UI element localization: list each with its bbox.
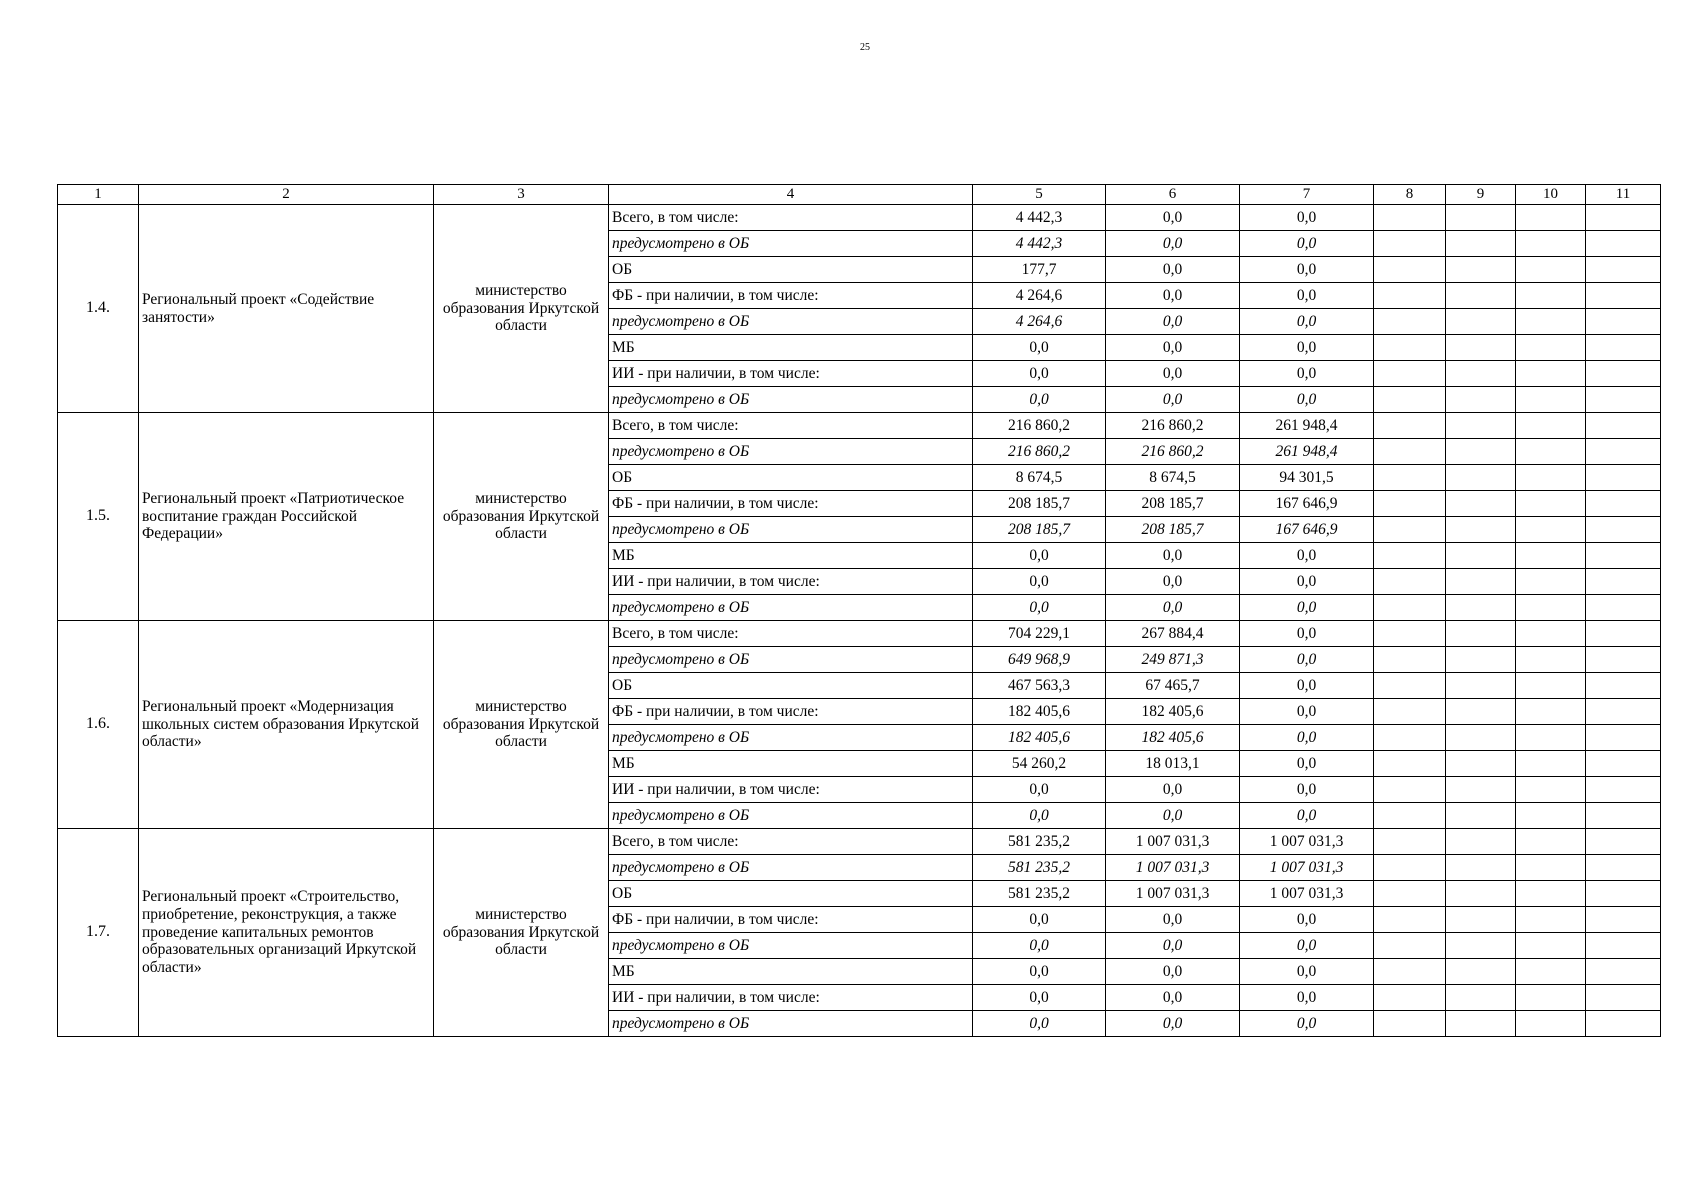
empty-cell-10 [1516, 491, 1586, 517]
value-cell-5: 8 674,5 [973, 465, 1106, 491]
empty-cell-8 [1374, 881, 1446, 907]
value-cell-6: 182 405,6 [1106, 699, 1240, 725]
value-cell-5: 216 860,2 [973, 439, 1106, 465]
empty-cell-8 [1374, 959, 1446, 985]
column-header: 7 [1240, 185, 1374, 205]
value-cell-6: 0,0 [1106, 543, 1240, 569]
page-number: 25 [860, 42, 870, 53]
empty-cell-9 [1446, 465, 1516, 491]
empty-cell-9 [1446, 647, 1516, 673]
column-header: 8 [1374, 185, 1446, 205]
empty-cell-9 [1446, 595, 1516, 621]
empty-cell-8 [1374, 205, 1446, 231]
funding-source-label: ФБ - при наличии, в том числе: [609, 283, 973, 309]
empty-cell-8 [1374, 751, 1446, 777]
empty-cell-9 [1446, 725, 1516, 751]
empty-cell-10 [1516, 725, 1586, 751]
empty-cell-11 [1586, 413, 1661, 439]
empty-cell-11 [1586, 309, 1661, 335]
empty-cell-9 [1446, 985, 1516, 1011]
value-cell-5: 0,0 [973, 777, 1106, 803]
empty-cell-10 [1516, 361, 1586, 387]
empty-cell-9 [1446, 907, 1516, 933]
empty-cell-11 [1586, 829, 1661, 855]
table-row [58, 413, 1661, 439]
value-cell-6: 216 860,2 [1106, 413, 1240, 439]
empty-cell-8 [1374, 231, 1446, 257]
funding-source-label: Всего, в том числе: [609, 413, 973, 439]
value-cell-7: 0,0 [1240, 751, 1374, 777]
empty-cell-11 [1586, 621, 1661, 647]
section-number: 1.7. [58, 829, 139, 1037]
empty-cell-11 [1586, 881, 1661, 907]
value-cell-6: 0,0 [1106, 205, 1240, 231]
funding-source-label: предусмотрено в ОБ [609, 439, 973, 465]
empty-cell-9 [1446, 543, 1516, 569]
value-cell-6: 0,0 [1106, 803, 1240, 829]
empty-cell-11 [1586, 543, 1661, 569]
executor: министерство образования Иркутской области [434, 413, 609, 621]
project-name: Региональный проект «Содействие занятости» [139, 205, 434, 413]
empty-cell-8 [1374, 569, 1446, 595]
empty-cell-11 [1586, 959, 1661, 985]
value-cell-7: 0,0 [1240, 621, 1374, 647]
empty-cell-10 [1516, 933, 1586, 959]
empty-cell-8 [1374, 855, 1446, 881]
empty-cell-9 [1446, 959, 1516, 985]
table-body [58, 205, 1661, 1037]
empty-cell-8 [1374, 803, 1446, 829]
column-numbers-row [58, 185, 1661, 205]
funding-source-label: ФБ - при наличии, в том числе: [609, 491, 973, 517]
value-cell-6: 0,0 [1106, 309, 1240, 335]
value-cell-5: 216 860,2 [973, 413, 1106, 439]
empty-cell-11 [1586, 933, 1661, 959]
empty-cell-11 [1586, 855, 1661, 881]
empty-cell-9 [1446, 803, 1516, 829]
value-cell-5: 54 260,2 [973, 751, 1106, 777]
empty-cell-11 [1586, 283, 1661, 309]
value-cell-5: 0,0 [973, 803, 1106, 829]
funding-source-label: ИИ - при наличии, в том числе: [609, 361, 973, 387]
value-cell-5: 0,0 [973, 959, 1106, 985]
value-cell-5: 0,0 [973, 569, 1106, 595]
empty-cell-9 [1446, 387, 1516, 413]
value-cell-5: 704 229,1 [973, 621, 1106, 647]
value-cell-6: 1 007 031,3 [1106, 881, 1240, 907]
empty-cell-9 [1446, 439, 1516, 465]
value-cell-6: 0,0 [1106, 569, 1240, 595]
empty-cell-8 [1374, 543, 1446, 569]
empty-cell-9 [1446, 283, 1516, 309]
empty-cell-8 [1374, 517, 1446, 543]
funding-source-label: предусмотрено в ОБ [609, 725, 973, 751]
value-cell-5: 4 264,6 [973, 283, 1106, 309]
empty-cell-10 [1516, 959, 1586, 985]
value-cell-7: 0,0 [1240, 205, 1374, 231]
value-cell-7: 1 007 031,3 [1240, 881, 1374, 907]
empty-cell-11 [1586, 647, 1661, 673]
funding-source-label: Всего, в том числе: [609, 205, 973, 231]
empty-cell-10 [1516, 569, 1586, 595]
funding-source-label: ОБ [609, 881, 973, 907]
empty-cell-9 [1446, 621, 1516, 647]
empty-cell-8 [1374, 491, 1446, 517]
value-cell-7: 0,0 [1240, 595, 1374, 621]
empty-cell-8 [1374, 1011, 1446, 1037]
value-cell-7: 0,0 [1240, 673, 1374, 699]
empty-cell-11 [1586, 907, 1661, 933]
empty-cell-8 [1374, 699, 1446, 725]
empty-cell-8 [1374, 465, 1446, 491]
value-cell-6: 0,0 [1106, 257, 1240, 283]
value-cell-6: 1 007 031,3 [1106, 829, 1240, 855]
empty-cell-8 [1374, 309, 1446, 335]
empty-cell-9 [1446, 257, 1516, 283]
empty-cell-9 [1446, 855, 1516, 881]
value-cell-5: 4 264,6 [973, 309, 1106, 335]
empty-cell-10 [1516, 1011, 1586, 1037]
empty-cell-10 [1516, 751, 1586, 777]
project-name: Региональный проект «Модернизация школьных систем образования Иркутской области» [139, 621, 434, 829]
value-cell-5: 0,0 [973, 595, 1106, 621]
value-cell-7: 0,0 [1240, 361, 1374, 387]
funding-source-label: ОБ [609, 673, 973, 699]
value-cell-5: 0,0 [973, 361, 1106, 387]
value-cell-5: 182 405,6 [973, 725, 1106, 751]
empty-cell-11 [1586, 387, 1661, 413]
value-cell-5: 467 563,3 [973, 673, 1106, 699]
value-cell-6: 8 674,5 [1106, 465, 1240, 491]
value-cell-6: 67 465,7 [1106, 673, 1240, 699]
funding-source-label: Всего, в том числе: [609, 621, 973, 647]
funding-source-label: ОБ [609, 257, 973, 283]
value-cell-6: 0,0 [1106, 335, 1240, 361]
value-cell-7: 0,0 [1240, 803, 1374, 829]
value-cell-6: 18 013,1 [1106, 751, 1240, 777]
empty-cell-9 [1446, 673, 1516, 699]
empty-cell-10 [1516, 543, 1586, 569]
funding-source-label: ИИ - при наличии, в том числе: [609, 777, 973, 803]
empty-cell-10 [1516, 413, 1586, 439]
value-cell-6: 249 871,3 [1106, 647, 1240, 673]
value-cell-5: 581 235,2 [973, 881, 1106, 907]
value-cell-7: 0,0 [1240, 257, 1374, 283]
funding-source-label: предусмотрено в ОБ [609, 855, 973, 881]
value-cell-7: 94 301,5 [1240, 465, 1374, 491]
funding-source-label: предусмотрено в ОБ [609, 647, 973, 673]
value-cell-6: 208 185,7 [1106, 517, 1240, 543]
column-header: 4 [609, 185, 973, 205]
empty-cell-10 [1516, 803, 1586, 829]
empty-cell-11 [1586, 777, 1661, 803]
empty-cell-8 [1374, 439, 1446, 465]
funding-source-label: МБ [609, 751, 973, 777]
value-cell-6: 182 405,6 [1106, 725, 1240, 751]
funding-source-label: ИИ - при наличии, в том числе: [609, 569, 973, 595]
empty-cell-10 [1516, 647, 1586, 673]
empty-cell-10 [1516, 985, 1586, 1011]
value-cell-5: 0,0 [973, 335, 1106, 361]
value-cell-5: 177,7 [973, 257, 1106, 283]
value-cell-5: 0,0 [973, 933, 1106, 959]
executor: министерство образования Иркутской области [434, 621, 609, 829]
funding-source-label: МБ [609, 335, 973, 361]
value-cell-5: 208 185,7 [973, 491, 1106, 517]
value-cell-5: 0,0 [973, 907, 1106, 933]
empty-cell-10 [1516, 855, 1586, 881]
empty-cell-11 [1586, 985, 1661, 1011]
empty-cell-10 [1516, 777, 1586, 803]
empty-cell-9 [1446, 699, 1516, 725]
value-cell-5: 0,0 [973, 1011, 1106, 1037]
value-cell-6: 216 860,2 [1106, 439, 1240, 465]
column-header: 5 [973, 185, 1106, 205]
column-header: 3 [434, 185, 609, 205]
empty-cell-10 [1516, 907, 1586, 933]
table-header [58, 185, 1661, 205]
empty-cell-11 [1586, 361, 1661, 387]
empty-cell-8 [1374, 387, 1446, 413]
section-number: 1.4. [58, 205, 139, 413]
value-cell-7: 0,0 [1240, 387, 1374, 413]
empty-cell-8 [1374, 777, 1446, 803]
empty-cell-10 [1516, 465, 1586, 491]
empty-cell-10 [1516, 387, 1586, 413]
empty-cell-9 [1446, 751, 1516, 777]
empty-cell-8 [1374, 725, 1446, 751]
value-cell-6: 267 884,4 [1106, 621, 1240, 647]
value-cell-7: 0,0 [1240, 725, 1374, 751]
empty-cell-9 [1446, 777, 1516, 803]
value-cell-7: 261 948,4 [1240, 413, 1374, 439]
column-header: 2 [139, 185, 434, 205]
column-header: 10 [1516, 185, 1586, 205]
empty-cell-10 [1516, 621, 1586, 647]
empty-cell-11 [1586, 465, 1661, 491]
empty-cell-9 [1446, 569, 1516, 595]
funding-source-label: МБ [609, 959, 973, 985]
empty-cell-10 [1516, 673, 1586, 699]
empty-cell-9 [1446, 413, 1516, 439]
value-cell-6: 0,0 [1106, 387, 1240, 413]
value-cell-7: 0,0 [1240, 777, 1374, 803]
funding-source-label: ФБ - при наличии, в том числе: [609, 699, 973, 725]
empty-cell-10 [1516, 205, 1586, 231]
value-cell-7: 261 948,4 [1240, 439, 1374, 465]
table-row [58, 829, 1661, 855]
empty-cell-11 [1586, 205, 1661, 231]
empty-cell-10 [1516, 595, 1586, 621]
empty-cell-9 [1446, 517, 1516, 543]
value-cell-5: 0,0 [973, 543, 1106, 569]
empty-cell-9 [1446, 231, 1516, 257]
value-cell-7: 0,0 [1240, 335, 1374, 361]
value-cell-6: 0,0 [1106, 933, 1240, 959]
budget-table [57, 184, 1661, 1037]
value-cell-6: 0,0 [1106, 959, 1240, 985]
empty-cell-10 [1516, 699, 1586, 725]
executor: министерство образования Иркутской области [434, 205, 609, 413]
empty-cell-8 [1374, 829, 1446, 855]
column-header: 11 [1586, 185, 1661, 205]
section-number: 1.5. [58, 413, 139, 621]
empty-cell-9 [1446, 205, 1516, 231]
empty-cell-8 [1374, 361, 1446, 387]
value-cell-6: 0,0 [1106, 1011, 1240, 1037]
funding-source-label: ФБ - при наличии, в том числе: [609, 907, 973, 933]
value-cell-6: 0,0 [1106, 907, 1240, 933]
empty-cell-10 [1516, 309, 1586, 335]
table-row [58, 205, 1661, 231]
value-cell-7: 167 646,9 [1240, 491, 1374, 517]
funding-source-label: предусмотрено в ОБ [609, 231, 973, 257]
funding-source-label: предусмотрено в ОБ [609, 933, 973, 959]
empty-cell-11 [1586, 439, 1661, 465]
executor: министерство образования Иркутской области [434, 829, 609, 1037]
empty-cell-10 [1516, 439, 1586, 465]
empty-cell-11 [1586, 231, 1661, 257]
value-cell-7: 0,0 [1240, 985, 1374, 1011]
funding-source-label: Всего, в том числе: [609, 829, 973, 855]
empty-cell-9 [1446, 829, 1516, 855]
empty-cell-8 [1374, 621, 1446, 647]
empty-cell-11 [1586, 803, 1661, 829]
value-cell-6: 208 185,7 [1106, 491, 1240, 517]
empty-cell-10 [1516, 335, 1586, 361]
empty-cell-8 [1374, 933, 1446, 959]
value-cell-6: 0,0 [1106, 231, 1240, 257]
empty-cell-10 [1516, 881, 1586, 907]
empty-cell-11 [1586, 751, 1661, 777]
value-cell-5: 0,0 [973, 387, 1106, 413]
column-header: 6 [1106, 185, 1240, 205]
value-cell-7: 0,0 [1240, 569, 1374, 595]
value-cell-7: 1 007 031,3 [1240, 829, 1374, 855]
empty-cell-10 [1516, 283, 1586, 309]
value-cell-7: 0,0 [1240, 933, 1374, 959]
empty-cell-11 [1586, 517, 1661, 543]
value-cell-7: 0,0 [1240, 283, 1374, 309]
value-cell-7: 0,0 [1240, 543, 1374, 569]
funding-source-label: ОБ [609, 465, 973, 491]
funding-source-label: предусмотрено в ОБ [609, 309, 973, 335]
funding-source-label: предусмотрено в ОБ [609, 803, 973, 829]
value-cell-5: 581 235,2 [973, 829, 1106, 855]
empty-cell-11 [1586, 335, 1661, 361]
value-cell-6: 0,0 [1106, 361, 1240, 387]
section-number: 1.6. [58, 621, 139, 829]
project-name: Региональный проект «Патриотическое воспитание граждан Российской Федерации» [139, 413, 434, 621]
value-cell-5: 649 968,9 [973, 647, 1106, 673]
empty-cell-8 [1374, 283, 1446, 309]
value-cell-6: 0,0 [1106, 595, 1240, 621]
empty-cell-9 [1446, 335, 1516, 361]
empty-cell-10 [1516, 517, 1586, 543]
funding-source-label: предусмотрено в ОБ [609, 517, 973, 543]
column-header: 1 [58, 185, 139, 205]
value-cell-7: 0,0 [1240, 907, 1374, 933]
table-row [58, 621, 1661, 647]
empty-cell-9 [1446, 933, 1516, 959]
empty-cell-9 [1446, 361, 1516, 387]
value-cell-7: 0,0 [1240, 1011, 1374, 1037]
empty-cell-9 [1446, 881, 1516, 907]
empty-cell-8 [1374, 595, 1446, 621]
funding-source-label: ИИ - при наличии, в том числе: [609, 985, 973, 1011]
value-cell-6: 0,0 [1106, 985, 1240, 1011]
value-cell-5: 0,0 [973, 985, 1106, 1011]
empty-cell-8 [1374, 257, 1446, 283]
value-cell-7: 0,0 [1240, 309, 1374, 335]
value-cell-7: 1 007 031,3 [1240, 855, 1374, 881]
value-cell-7: 0,0 [1240, 959, 1374, 985]
value-cell-5: 4 442,3 [973, 231, 1106, 257]
funding-source-label: предусмотрено в ОБ [609, 1011, 973, 1037]
value-cell-5: 4 442,3 [973, 205, 1106, 231]
empty-cell-8 [1374, 413, 1446, 439]
value-cell-5: 208 185,7 [973, 517, 1106, 543]
empty-cell-11 [1586, 1011, 1661, 1037]
empty-cell-11 [1586, 569, 1661, 595]
funding-source-label: МБ [609, 543, 973, 569]
empty-cell-10 [1516, 257, 1586, 283]
empty-cell-11 [1586, 257, 1661, 283]
empty-cell-8 [1374, 673, 1446, 699]
funding-source-label: предусмотрено в ОБ [609, 387, 973, 413]
value-cell-7: 0,0 [1240, 647, 1374, 673]
value-cell-5: 182 405,6 [973, 699, 1106, 725]
empty-cell-11 [1586, 595, 1661, 621]
empty-cell-8 [1374, 907, 1446, 933]
value-cell-7: 167 646,9 [1240, 517, 1374, 543]
value-cell-5: 581 235,2 [973, 855, 1106, 881]
value-cell-7: 0,0 [1240, 699, 1374, 725]
empty-cell-9 [1446, 309, 1516, 335]
empty-cell-8 [1374, 647, 1446, 673]
empty-cell-8 [1374, 985, 1446, 1011]
value-cell-6: 0,0 [1106, 283, 1240, 309]
empty-cell-11 [1586, 673, 1661, 699]
empty-cell-10 [1516, 231, 1586, 257]
value-cell-7: 0,0 [1240, 231, 1374, 257]
value-cell-6: 1 007 031,3 [1106, 855, 1240, 881]
empty-cell-8 [1374, 335, 1446, 361]
empty-cell-9 [1446, 491, 1516, 517]
empty-cell-11 [1586, 491, 1661, 517]
empty-cell-11 [1586, 699, 1661, 725]
empty-cell-11 [1586, 725, 1661, 751]
funding-source-label: предусмотрено в ОБ [609, 595, 973, 621]
value-cell-6: 0,0 [1106, 777, 1240, 803]
empty-cell-9 [1446, 1011, 1516, 1037]
project-name: Региональный проект «Строительство, приобретение, реконструкция, а также проведение капитальных ремонтов образовательных организаций Иркутской области» [139, 829, 434, 1037]
empty-cell-10 [1516, 829, 1586, 855]
column-header: 9 [1446, 185, 1516, 205]
